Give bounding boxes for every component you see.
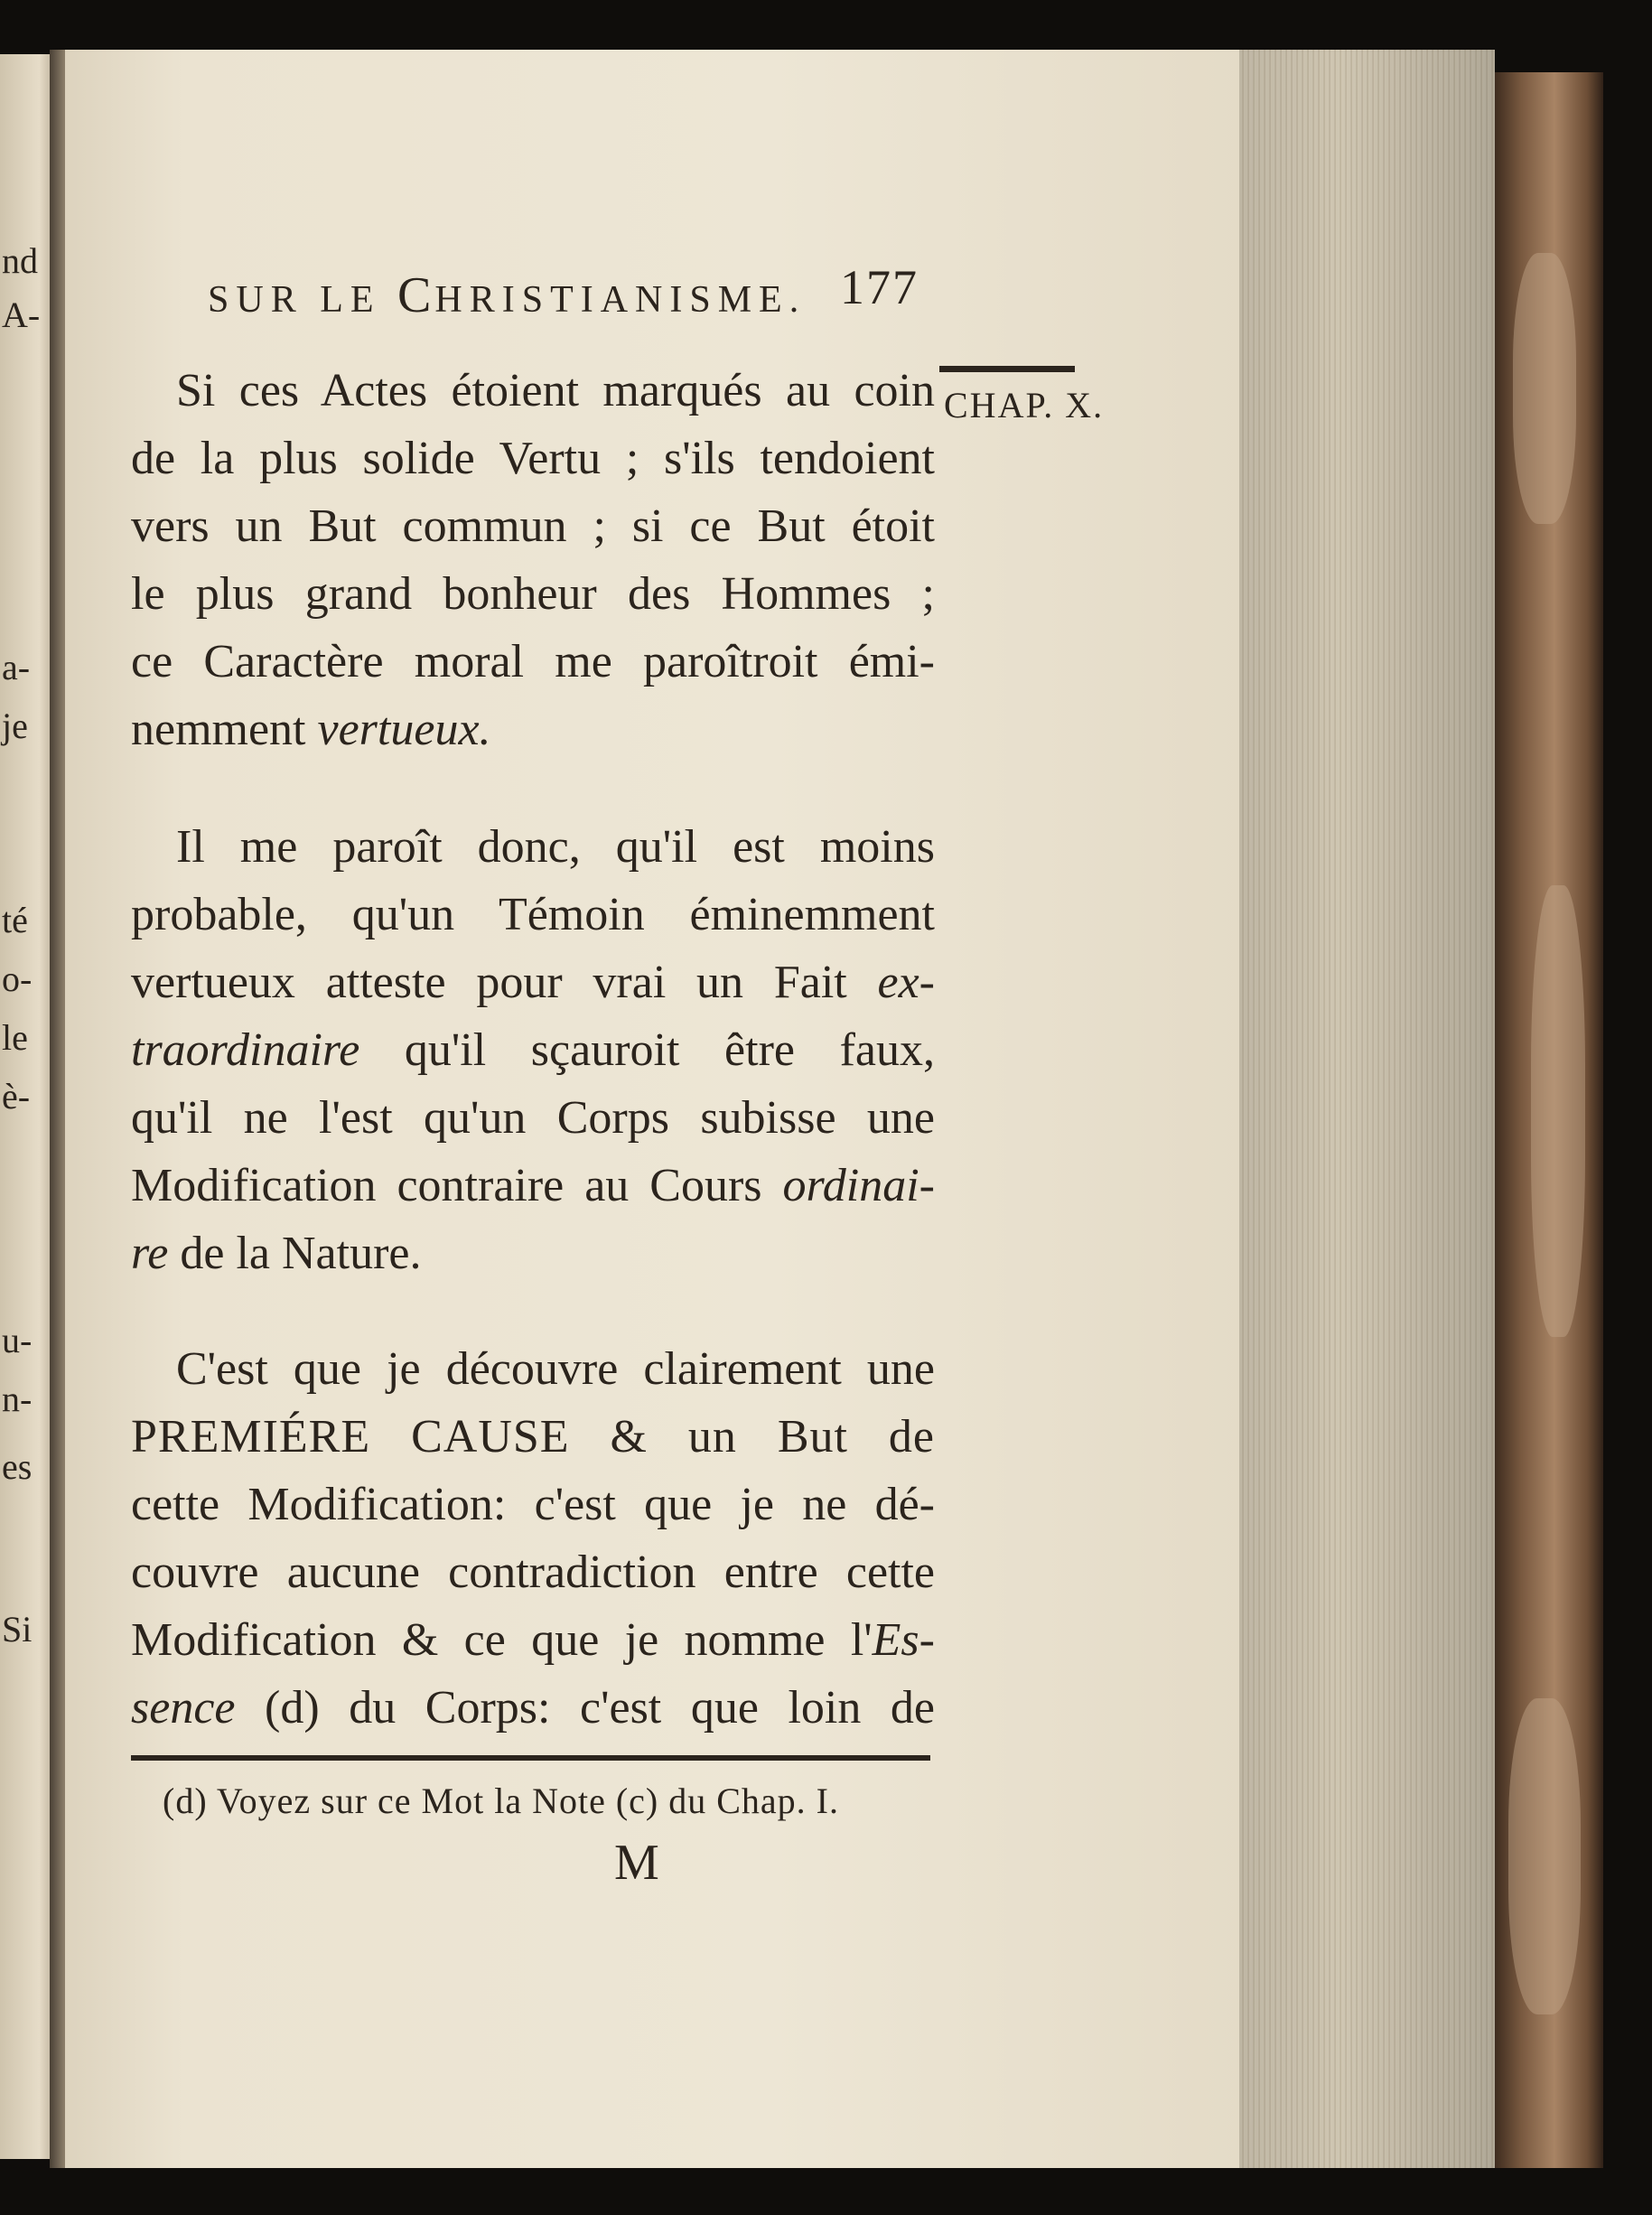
fragment: A- <box>2 294 41 335</box>
text-line <box>131 949 935 1016</box>
text-line: probable, qu'un Témoin éminemment <box>131 889 935 940</box>
fragment: è- <box>2 1076 31 1117</box>
text-line <box>131 1152 935 1220</box>
signature-mark: M <box>614 1835 659 1891</box>
text-run: (d) du Corps: c'est que loin de <box>235 1682 935 1734</box>
paragraph-3 <box>131 1335 935 1742</box>
italic-run: Es- <box>872 1614 935 1666</box>
margin-rule <box>939 366 1075 372</box>
fragment: té <box>2 900 28 940</box>
fragment: o- <box>2 958 33 999</box>
text-line: Il me paroît donc, qu'il est moins <box>176 821 935 873</box>
text-run: qu'il sçauroit être faux, <box>359 1024 935 1076</box>
text-line: cette Modification: c'est que je ne dé- <box>131 1479 935 1530</box>
leather-binding <box>1495 72 1603 2168</box>
italic-run: vertueux. <box>317 704 491 755</box>
fragment: nd <box>2 240 38 281</box>
paragraph-2 <box>131 813 935 1287</box>
fragment: es <box>2 1446 33 1487</box>
text-run: de la Nature. <box>168 1228 422 1279</box>
fragment: je <box>2 706 28 746</box>
text-line <box>131 1016 935 1084</box>
page-block-shade <box>1239 50 1495 2168</box>
page-number: 177 <box>840 260 919 314</box>
italic-run: sence <box>131 1682 236 1734</box>
text-line: le plus grand bonheur des Hommes ; <box>131 568 935 620</box>
fragment: u- <box>2 1320 33 1360</box>
fragment: n- <box>2 1379 33 1419</box>
text-line: PREMIÉRE CAUSE & un But de <box>131 1411 935 1463</box>
text-line: Si ces Actes étoient marqués au coin <box>176 365 935 416</box>
italic-run: ex- <box>877 957 935 1008</box>
text-line <box>131 1674 935 1742</box>
running-header <box>208 260 919 324</box>
text-line: C'est que je découvre clairement une <box>176 1343 935 1395</box>
fragment: Si <box>2 1609 33 1650</box>
margin-note: CHAP. X. <box>944 385 1105 425</box>
text-line: qu'il ne l'est qu'un Corps subisse une <box>131 1092 935 1144</box>
italic-run: ordinai- <box>782 1160 935 1211</box>
text-line: couvre aucune contradiction entre cette <box>131 1547 935 1598</box>
fragment: le <box>2 1017 28 1058</box>
running-title-cap: C <box>397 267 435 323</box>
text-line: vers un But commun ; si ce But étoit <box>131 500 935 552</box>
text-line: ce Caractère moral me paroîtroit émi- <box>131 636 935 687</box>
text-line <box>131 696 935 763</box>
facing-page-fragment <box>0 54 56 2159</box>
text-line <box>131 1606 935 1674</box>
text-line <box>131 1220 935 1287</box>
fragment: a- <box>2 647 31 687</box>
paragraph-1 <box>131 357 935 763</box>
text-run: Modification & ce que je nomme l' <box>131 1614 873 1666</box>
italic-run: traordinaire <box>131 1024 360 1076</box>
text-line: de la plus solide Vertu ; s'ils tendoient <box>131 433 935 484</box>
footnote-rule <box>131 1755 930 1761</box>
text-run: nemment <box>131 704 318 755</box>
italic-run: re <box>131 1228 169 1279</box>
text-run: Modification contraire au Cours <box>131 1160 783 1211</box>
text-run: vertueux atteste pour vrai un Fait <box>131 957 878 1008</box>
running-title-prefix: SUR LE <box>208 279 398 321</box>
running-title-rest: HRISTIANISME. <box>434 279 807 321</box>
footnote: (d) Voyez sur ce Mot la Note (c) du Chap. I. <box>163 1780 839 1821</box>
